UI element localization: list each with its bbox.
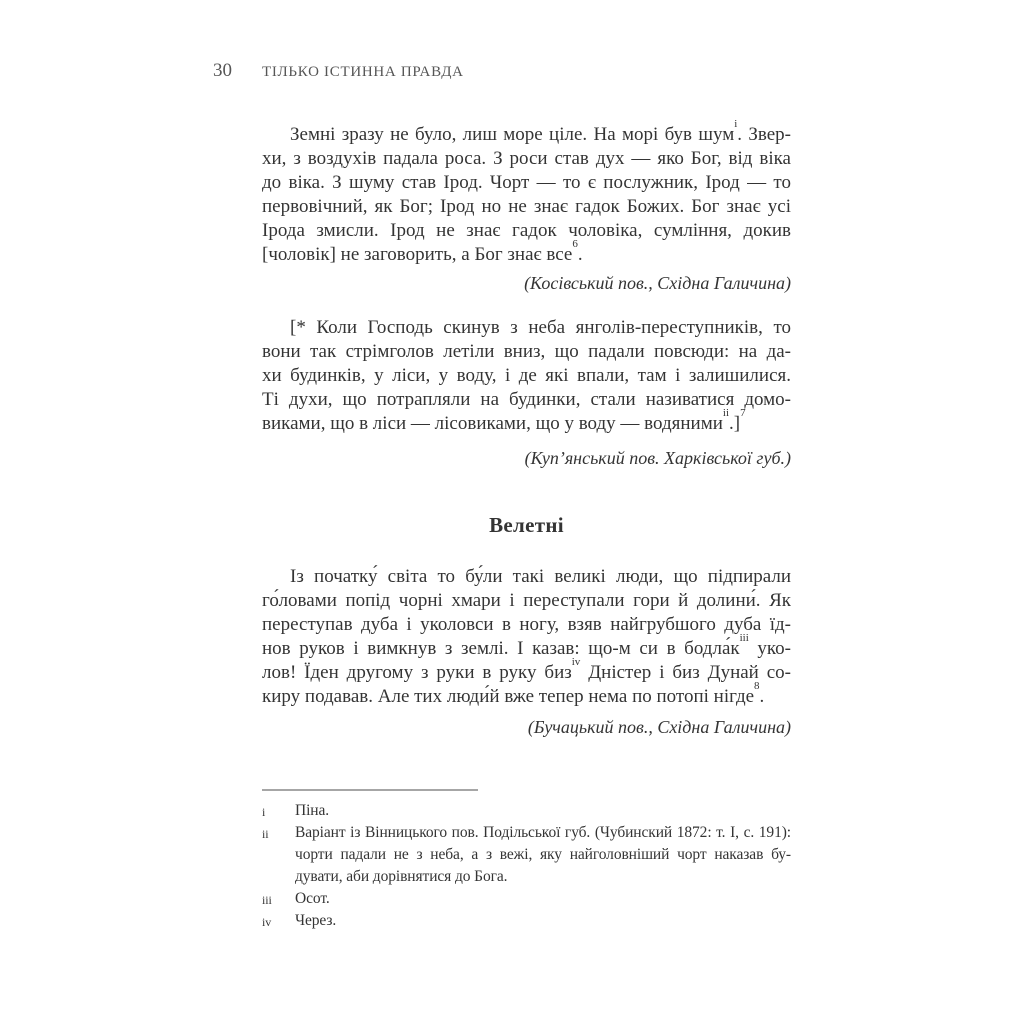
footnote-marker: iv: [262, 915, 272, 929]
footnote-item: [262, 800, 791, 822]
paragraph-giants: [262, 565, 791, 709]
attribution-buchach: (Бучацький пов., Східна Галичина): [527, 717, 791, 737]
footnote-item: [262, 822, 791, 888]
footnote-reference: iii: [739, 631, 749, 644]
text-line: го́ловами попід чорні хмари і переступали гори й долини́. Як: [262, 590, 791, 611]
text-line: виками, що в ліси — лісовиками, що у воду — водяними$^{ii}$.]$^7$: [262, 406, 746, 434]
footnote-text: [295, 800, 791, 822]
page-number: 30: [213, 60, 232, 81]
running-header: [213, 60, 791, 84]
footnote-item: [262, 888, 791, 910]
text-line: переступав дуба і уколовси в ногу, взяв найгрубшого дуба їд-: [262, 614, 791, 635]
text-line: лов! Їден другому з руки в руку биз$^{iv}$ Дністер і биз Дунай со-: [262, 655, 791, 683]
footnote-line: дувати, аби дорівнятися до Бога.: [295, 868, 508, 885]
footnote-reference: iv: [571, 655, 581, 668]
footnote-text: [295, 910, 791, 932]
footnote-marker: ii: [262, 827, 269, 841]
text-line: Із початку́ світа то бу́ли такі великі люди, що підпирали: [290, 566, 791, 587]
footnote-item: [262, 910, 791, 932]
text-line: [чоловік] не заговорить, а Бог знає все$^6$.: [262, 237, 583, 265]
text-line: до віка. З шуму став Ірод. Чорт — то є послужник, Ірод — то: [262, 172, 791, 193]
text-line: киру подавав. Але тих люди́й вже тепер нема по потопі нігде$^8$.: [262, 679, 765, 707]
paragraph-fallen-angels: [262, 316, 791, 436]
footnote-reference: 6: [572, 237, 578, 250]
text-line: вони так стрімголов летіли вниз, що падали повсюди: на да-: [262, 341, 791, 362]
text-line: хи будинків, у ліси, у воду, і де які впали, там і залишилися.: [262, 365, 791, 386]
footnote-marker: i: [262, 805, 266, 819]
footnote-line: Осот.: [295, 890, 330, 907]
running-title: ТІЛЬКО ІСТИННА ПРАВДА: [262, 64, 464, 80]
footnote-reference: 8: [754, 679, 760, 692]
footnote-divider: [262, 789, 478, 791]
text-line: нов руков і вимкнув з землі. І казав: що-м си в $бодла́к^{iii}$ уко-: [262, 631, 792, 659]
footnote-line: Варіант із Вінницького пов. Подільської губ. (Чубинский 1872: т. I, с. 191):: [295, 824, 791, 841]
footnote-line: Через.: [295, 912, 337, 929]
footnote-line: чорти падали не з неба, а з вежі, яку найголовніший чорт наказав бу-: [295, 846, 791, 863]
text-line: первовічний, як Бог; Ірод но не знає гадок Божих. Бог знає усі: [262, 196, 791, 217]
text-line: Ірода змисли. Ірод не знає гадок чоловіка, сумління, докив: [262, 220, 791, 241]
paragraph-creation-legend: [262, 117, 792, 267]
footnote-marker: iii: [262, 893, 272, 907]
attribution-kosiv: (Косівський пов., Східна Галичина): [524, 273, 791, 293]
text-line: Ті духи, що потрапляли на будинки, стали називатися домо-: [262, 389, 791, 410]
footnote-reference: ii: [722, 406, 730, 419]
text-line: [* Коли Господь скинув з неба янголів-переступників, то: [290, 317, 791, 338]
text-line: Земні зразу не було, лиш море ціле. На морі був шум$^i$. Звер-: [290, 117, 792, 145]
footnote-reference: 7: [740, 406, 746, 419]
attribution-kupiansk: (Куп’янський пов. Харківської губ.): [524, 448, 791, 468]
footnote-reference: i: [734, 117, 738, 130]
footnotes-list: [262, 800, 791, 932]
footnote-text: [295, 822, 791, 888]
text-line: хи, з воздухів падала роса. З роси став дух — яко Бог, від віка: [262, 148, 791, 169]
footnote-text: [295, 888, 791, 910]
footnote-line: Піна.: [295, 802, 330, 819]
section-heading: Велетні: [489, 513, 564, 537]
